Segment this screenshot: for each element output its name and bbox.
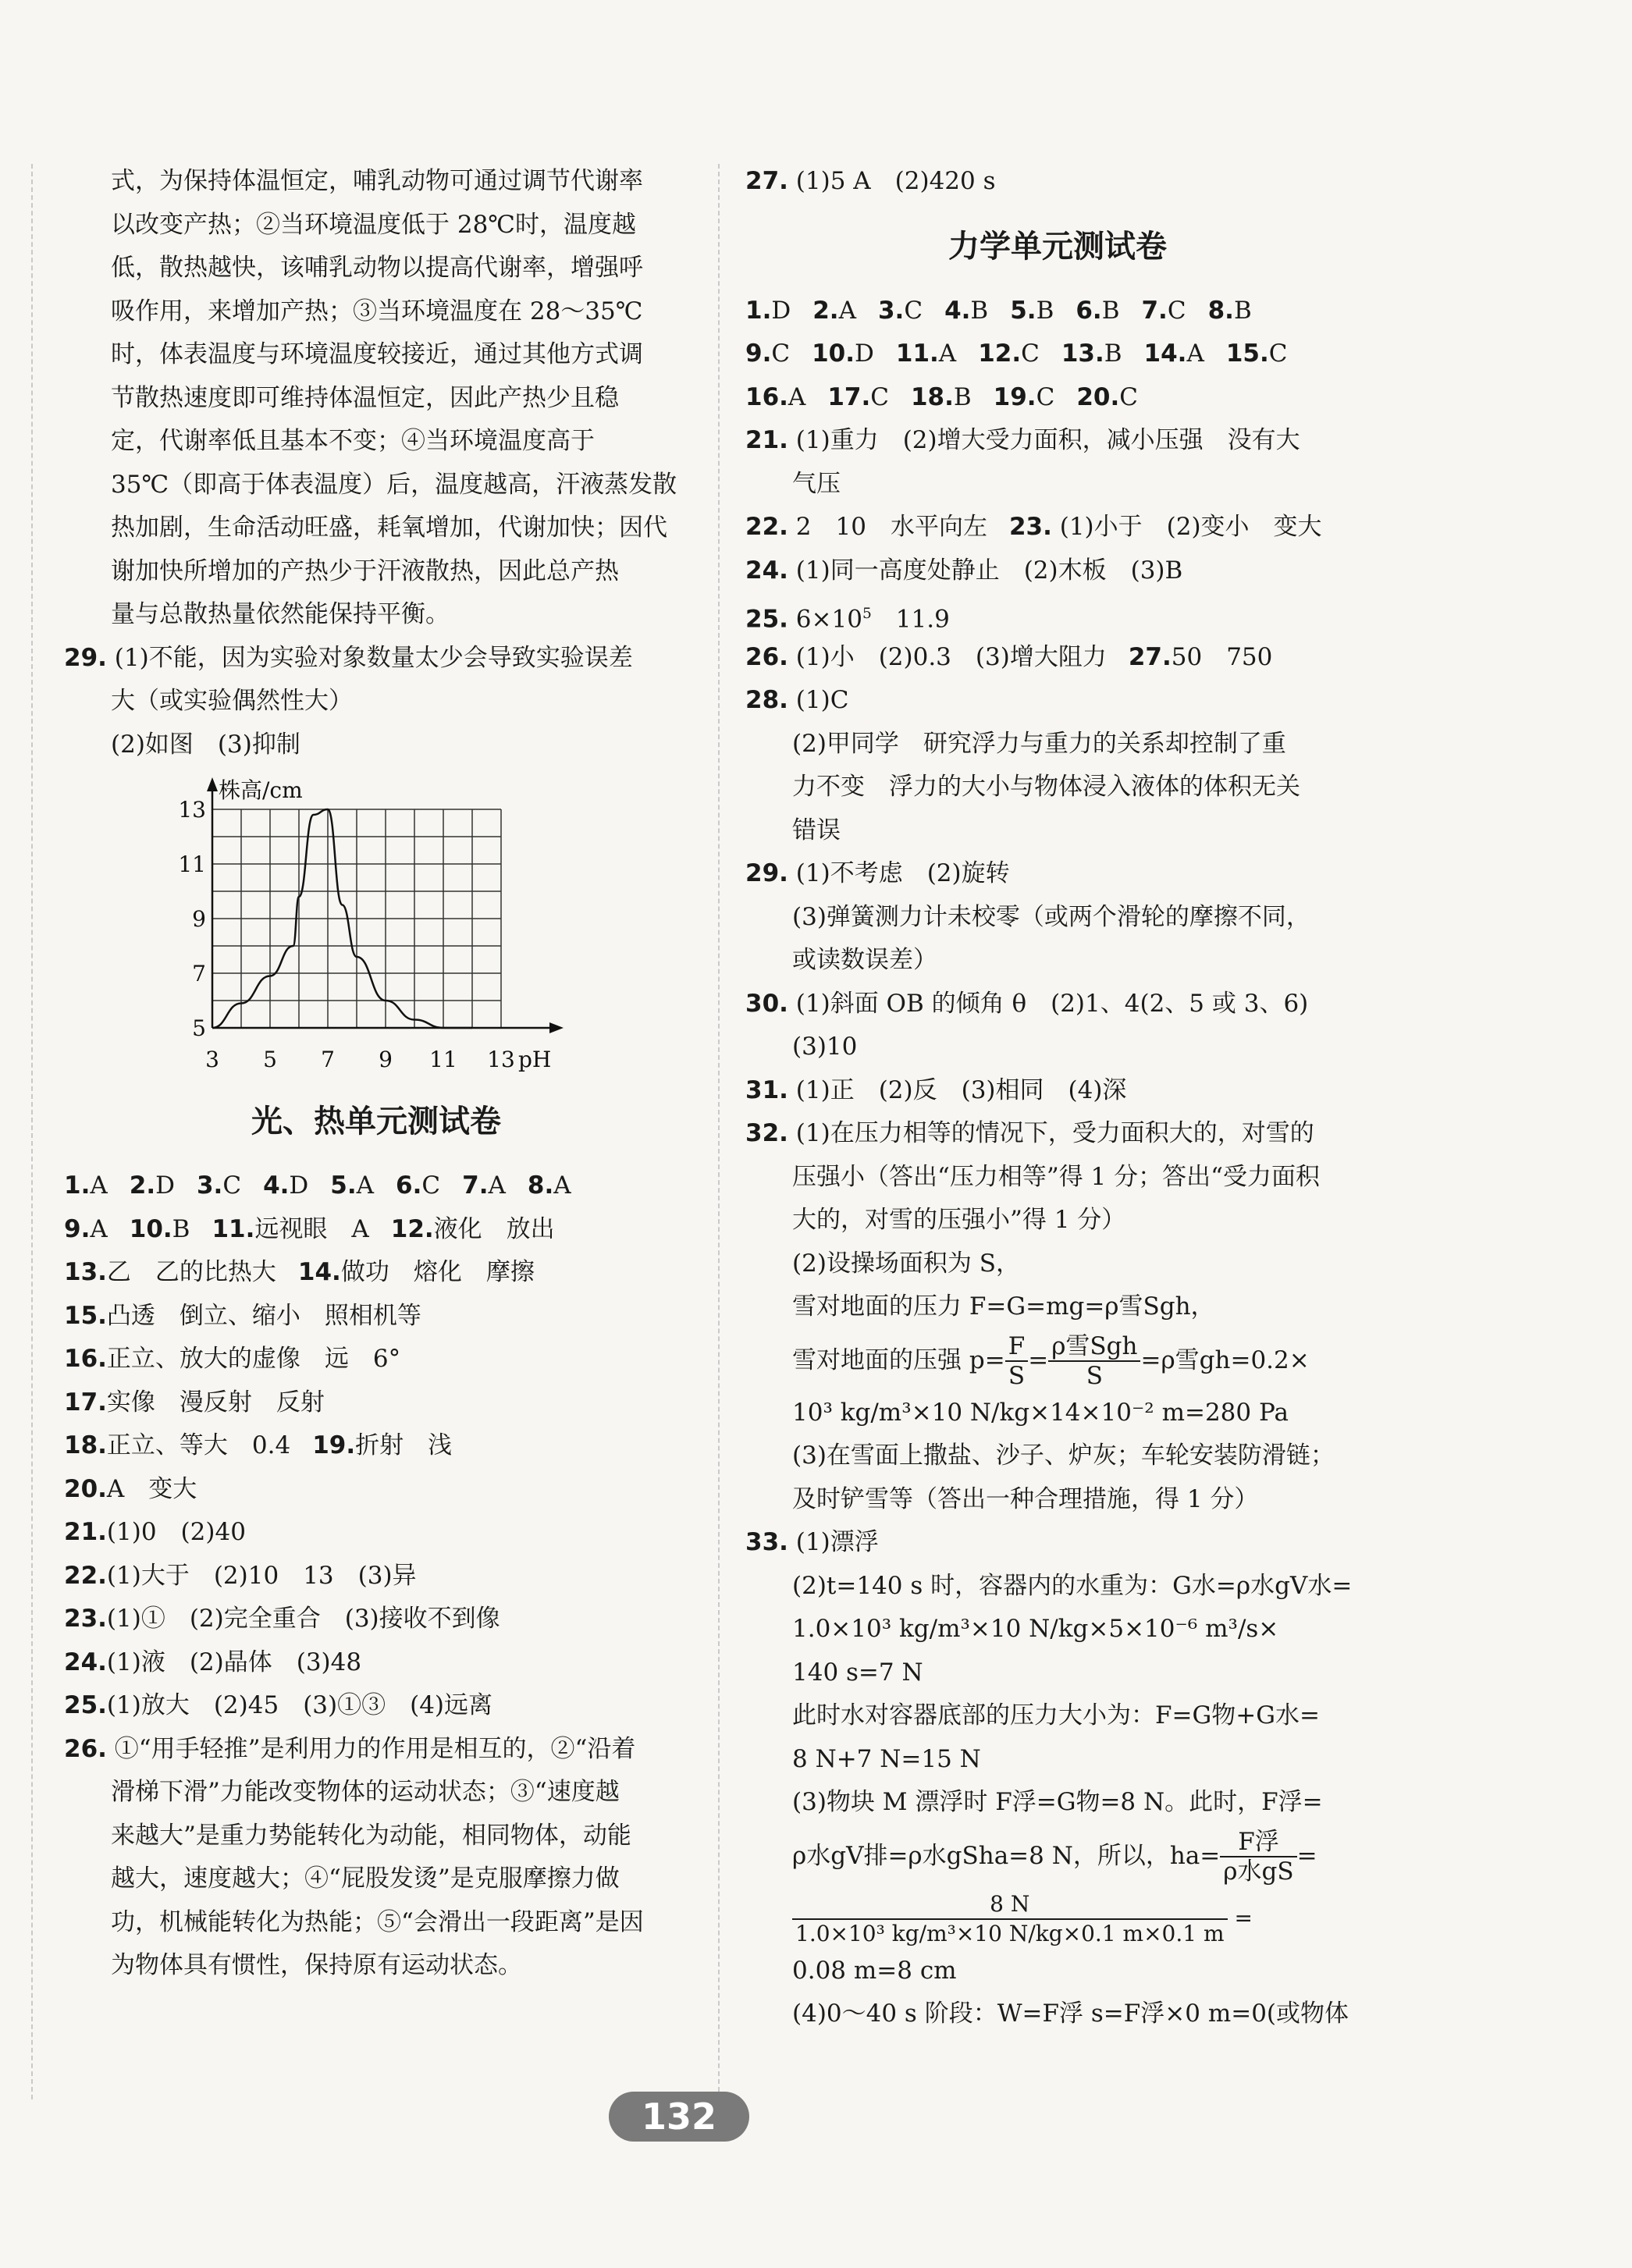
answer-text: (1)大于 (2)10 13 (3)异 — [106, 1561, 417, 1590]
text-line: 0.08 m=8 cm — [792, 1956, 957, 1985]
text-line: 谢加快所增加的产热少于汗液散热，因此总产热 — [111, 556, 619, 585]
right-column — [745, 160, 1370, 2036]
answer-row — [745, 290, 1370, 333]
text-line: (2)甲同学 研究浮力与重力的关系却控制了重 — [792, 729, 1286, 758]
question-29 — [745, 852, 1370, 896]
question-24 — [745, 549, 1370, 593]
question-29 — [64, 637, 688, 681]
answer-text: (1)同一高度处静止 (2)木板 (3)B — [795, 556, 1183, 585]
question-number: 19. — [993, 382, 1036, 411]
answer-text: (1)小 (2)0.3 (3)增大阻力 — [795, 642, 1107, 671]
answer-text: B — [1101, 296, 1120, 325]
formula-text: = — [1028, 1346, 1049, 1374]
question-number: 8. — [1207, 296, 1234, 325]
question-number: 7. — [1141, 296, 1168, 325]
answer-text: B — [953, 382, 972, 411]
answer-text: 正立、放大的虚像 远 6° — [106, 1345, 401, 1373]
question-number: 10. — [812, 339, 855, 368]
question-number: 18. — [910, 382, 954, 411]
fraction — [1005, 1332, 1029, 1390]
text-line: 及时铲雪等（答出一种合理措施，得 1 分） — [792, 1484, 1259, 1513]
answer-text: A 变大 — [106, 1474, 197, 1503]
y-tick-label: 5 — [192, 1015, 206, 1041]
answer-text: C — [1119, 382, 1138, 411]
text-line: 滑梯下滑”力能改变物体的运动状态；③“速度越 — [111, 1778, 620, 1806]
question-number: 5. — [330, 1171, 357, 1200]
numerator: F — [1005, 1332, 1029, 1362]
text-line: 雪对地面的压力 F=G=mg=ρ雪Sgh， — [792, 1292, 1215, 1321]
answer-row — [64, 1424, 688, 1468]
numerator: ρ雪Sgh — [1048, 1332, 1140, 1362]
text-line: (2)如图 (3)抑制 — [111, 730, 300, 759]
left-column — [64, 160, 688, 1988]
answer-text: B — [172, 1214, 190, 1243]
question-number: 26. — [745, 642, 788, 671]
question-number: 30. — [745, 989, 788, 1018]
numerator: F浮 — [1220, 1828, 1296, 1857]
answer-text: A — [488, 1171, 506, 1200]
answer-text: A — [356, 1171, 375, 1200]
text-line: 错误 — [792, 816, 841, 844]
answer-text: A — [90, 1214, 108, 1243]
formula-text: =ρ雪gh=0.2× — [1140, 1346, 1310, 1374]
question-number: 23. — [64, 1605, 107, 1633]
answer-row — [64, 1295, 688, 1338]
x-tick-label: 11 — [429, 1047, 457, 1072]
question-number: 6. — [1076, 296, 1102, 325]
answer-row — [64, 1468, 688, 1512]
question-number: 24. — [64, 1648, 107, 1676]
question-number: 12. — [390, 1214, 434, 1243]
formula-text: ρ水gV排=ρ水gSha=8 N，所以，ha= — [792, 1841, 1221, 1870]
answer-text: A — [1186, 339, 1204, 368]
pressure-formula-line — [745, 1329, 1370, 1392]
ph-height-chart — [64, 766, 688, 1079]
answer-text: C — [1036, 382, 1055, 411]
answer-text: B — [1036, 296, 1054, 325]
answer-text: (1)在压力相等的情况下，受力面积大的，对雪的 — [795, 1119, 1314, 1147]
answer-text: 实像 漫反射 反射 — [106, 1388, 325, 1417]
formula-text: = — [1296, 1841, 1317, 1870]
answer-text: 折射 浅 — [355, 1431, 453, 1459]
q28-continuation — [64, 160, 688, 637]
answer-text: (1)5 A (2)420 s — [795, 167, 996, 195]
text-line: (3)物块 M 漂浮时 F浮=G物=8 N。此时，F浮= — [792, 1788, 1323, 1816]
question-number: 10. — [129, 1214, 172, 1243]
text-line: 大的，对雪的压强小”得 1 分） — [792, 1206, 1126, 1234]
text-line: 140 s=7 N — [792, 1658, 923, 1687]
question-number: 25. — [64, 1691, 107, 1719]
answer-text: B — [1104, 339, 1122, 368]
question-26 — [64, 1728, 688, 1772]
question-number: 22. — [64, 1561, 107, 1590]
question-number: 6. — [396, 1171, 422, 1200]
question-number: 11. — [895, 339, 939, 368]
question-21 — [745, 419, 1370, 463]
answer-text: 2 10 水平向左 — [795, 513, 987, 541]
question-28 — [745, 679, 1370, 723]
text-line: 以改变产热；②当环境温度低于 28℃时，温度越 — [111, 210, 636, 239]
text-line: 式，为保持体温恒定，哺乳动物可通过调节代谢率 — [111, 167, 643, 195]
text-line: 热加剧，生命活动旺盛，耗氧增加，代谢加快；因代 — [111, 514, 667, 542]
question-number: 29. — [745, 859, 788, 887]
answer-row — [64, 1208, 688, 1252]
text-line: 力不变 浮力的大小与物体浸入液体的体积无关 — [792, 773, 1300, 801]
section-title-mechanics: 力学单元测试卷 — [948, 228, 1167, 265]
text-line: 吸作用，来增加产热；③当环境温度在 28～35℃ — [111, 297, 643, 325]
answer-text: (1)正 (2)反 (3)相同 (4)深 — [795, 1075, 1127, 1104]
answer-text: 50 750 — [1171, 642, 1273, 671]
answer-text: B — [1233, 296, 1252, 325]
answer-text: C — [1021, 339, 1040, 368]
answer-text: D — [855, 339, 874, 368]
x-tick-label: 3 — [205, 1047, 219, 1072]
answer-text: D — [289, 1171, 309, 1200]
question-number: 13. — [1061, 339, 1104, 368]
answer-text: C — [1167, 296, 1186, 325]
question-number: 20. — [1076, 382, 1120, 411]
question-number: 31. — [745, 1075, 788, 1104]
answer-text: (1)液 (2)晶体 (3)48 — [106, 1648, 362, 1676]
question-number: 14. — [1143, 339, 1187, 368]
question-number: 17. — [64, 1388, 107, 1417]
text-line: 定，代谢率低且基本不变；④当环境温度高于 — [111, 427, 595, 455]
text-line: 或读数误差） — [792, 946, 937, 974]
x-tick-label: 13 — [487, 1047, 515, 1072]
x-axis-arrow — [549, 1022, 564, 1033]
answer-row — [64, 1338, 688, 1381]
question-25 — [745, 592, 1370, 636]
chart-svg — [64, 766, 688, 1094]
question-number: 8. — [527, 1171, 554, 1200]
answer-text: 液化 放出 — [433, 1214, 555, 1243]
question-number: 27. — [745, 167, 788, 195]
answer-text: (1)放大 (2)45 (3)①③ (4)远离 — [106, 1691, 493, 1719]
answer-text: 做功 熔化 摩擦 — [340, 1258, 535, 1286]
question-number: 24. — [745, 556, 788, 585]
text-line: 越大，速度越大；④“屁股发烫”是克服摩擦力做 — [111, 1865, 620, 1893]
question-number: 33. — [745, 1528, 788, 1556]
denominator: ρ水gS — [1223, 1857, 1294, 1886]
text-line: (2)设操场面积为 S， — [792, 1249, 1021, 1278]
x-tick-label: 5 — [263, 1047, 277, 1072]
text-line: 10³ kg/m³×10 N/kg×14×10⁻² m=280 Pa — [792, 1398, 1289, 1427]
question-32 — [745, 1112, 1370, 1156]
question-number: 23. — [1008, 513, 1052, 541]
question-number: 3. — [196, 1171, 223, 1200]
y-tick-label: 11 — [178, 851, 206, 877]
section-title-optics-heat: 光、热单元测试卷 — [251, 1104, 501, 1139]
y-tick-label: 13 — [178, 797, 206, 823]
fraction — [1048, 1332, 1140, 1390]
text-line: 来越大”是重力势能转化为动能，相同物体，动能 — [111, 1821, 631, 1850]
answer-text: D — [155, 1171, 175, 1200]
text-line: 功，机械能转化为热能；⑤“会滑出一段距离”是因 — [111, 1907, 644, 1936]
question-number: 11. — [212, 1214, 255, 1243]
answer-text: (1)0 (2)40 — [106, 1518, 246, 1546]
text-line: (4)0～40 s 阶段：W=F浮 s=F浮×0 m=0(或物体 — [792, 2000, 1349, 2028]
question-number: 1. — [64, 1171, 91, 1200]
question-number: 7. — [462, 1171, 489, 1200]
answer-row — [64, 1251, 688, 1295]
answer-text: (1)小于 (2)变小 变大 — [1059, 513, 1322, 541]
question-number: 2. — [812, 296, 839, 325]
question-27 — [745, 160, 1370, 204]
text-line: 压强小（答出“压力相等”得 1 分；答出“受力面积 — [792, 1162, 1320, 1191]
question-number: 22. — [745, 513, 788, 541]
question-number: 1. — [745, 296, 772, 325]
answer-row — [64, 1555, 688, 1598]
question-number: 19. — [312, 1431, 356, 1459]
question-number: 15. — [1225, 339, 1269, 368]
answer-row — [64, 1684, 688, 1728]
fraction-line — [745, 1887, 1370, 1950]
question-number: 20. — [64, 1474, 107, 1503]
answer-text: B — [970, 296, 989, 325]
answer-row — [64, 1511, 688, 1555]
answer-row — [64, 1641, 688, 1685]
question-31 — [745, 1069, 1370, 1113]
answer-text: (1)漂浮 — [795, 1528, 879, 1556]
text-line: (3)在雪面上撒盐、沙子、炉灰；车轮安装防滑链； — [792, 1441, 1335, 1470]
numerator: 8 N — [792, 1890, 1228, 1920]
denominator: S — [1086, 1362, 1103, 1390]
question-number: 12. — [978, 339, 1022, 368]
text-line: (3)10 — [792, 1033, 858, 1061]
fraction — [792, 1890, 1228, 1948]
question-number: 21. — [64, 1518, 107, 1546]
question-number: 17. — [827, 382, 871, 411]
y-axis-label: 株高/cm — [219, 777, 303, 803]
answer-row — [64, 1381, 688, 1425]
text-line: (3)弹簧测力计未校零（或两个滑轮的摩擦不同， — [792, 902, 1310, 931]
fraction — [1220, 1828, 1296, 1886]
question-number: 9. — [745, 339, 772, 368]
answer-text: C — [222, 1171, 242, 1200]
right-answer-list — [745, 290, 1370, 420]
answer-text: (1)不能，因为实验对象数量太少会导致实验误差 — [114, 643, 633, 672]
question-number: 9. — [64, 1214, 91, 1243]
page-number: 132 — [609, 2092, 749, 2142]
answer-row — [64, 1164, 688, 1208]
question-33 — [745, 1521, 1370, 1565]
text-line: 8 N+7 N=15 N — [792, 1744, 981, 1773]
answer-text: A — [90, 1171, 108, 1200]
text-line: 1.0×10³ kg/m³×10 N/kg×5×10⁻⁶ m³/s× — [792, 1615, 1279, 1643]
answer-text: A — [838, 296, 856, 325]
answer-text: (1)① (2)完全重合 (3)接收不到像 — [106, 1605, 500, 1633]
question-number: 2. — [129, 1171, 156, 1200]
text-line: 气压 — [792, 469, 841, 498]
answer-text: ①“用手轻推”是利用力的作用是相互的，②“沿着 — [114, 1734, 636, 1763]
question-number: 3. — [877, 296, 905, 325]
answer-text: D — [771, 296, 791, 325]
text-line: 为物体具有惯性，保持原有运动状态。 — [111, 1951, 522, 1979]
question-number: 21. — [745, 426, 788, 454]
question-30 — [745, 983, 1370, 1026]
text-line: 35℃（即高于体表温度）后，温度越高，汗液蒸发散 — [111, 470, 677, 499]
y-tick-label: 7 — [192, 961, 206, 986]
question-number: 29. — [64, 643, 107, 672]
text-line: 大（或实验偶然性大） — [111, 687, 353, 715]
question-number: 32. — [745, 1119, 788, 1147]
x-tick-label: 7 — [321, 1047, 335, 1072]
answer-text: C — [771, 339, 791, 368]
answer-text: C — [870, 382, 889, 411]
column-divider-left — [31, 164, 33, 2099]
answer-text: A — [553, 1171, 571, 1200]
question-number: 25. — [745, 605, 788, 634]
question-number: 27. — [1128, 642, 1172, 671]
question-number: 15. — [64, 1301, 107, 1330]
left-answer-list — [64, 1164, 688, 1728]
question-number: 16. — [64, 1345, 107, 1373]
answer-text: 正立、等大 0.4 — [106, 1431, 291, 1459]
answer-text: 远视眼 A — [254, 1214, 369, 1243]
x-axis-label: pH — [518, 1047, 552, 1072]
denominator: 1.0×10³ kg/m³×10 N/kg×0.1 m×0.1 m — [795, 1921, 1225, 1946]
question-26-27 — [745, 636, 1370, 680]
answer-text: (1)C — [795, 686, 849, 714]
answer-text: 凸透 倒立、缩小 照相机等 — [106, 1301, 421, 1330]
y-tick-label: 9 — [192, 906, 206, 932]
exponent: 5 — [862, 606, 872, 622]
y-axis-arrow — [207, 777, 218, 791]
formula-text: = — [1234, 1904, 1253, 1931]
question-number: 13. — [64, 1258, 107, 1286]
text-line: 此时水对容器底部的压力大小为：F=G物+G水= — [792, 1701, 1320, 1729]
answer-text: (1)不考虑 (2)旋转 — [795, 859, 1010, 887]
answer-text: A — [938, 339, 957, 368]
answer-text: 11.9 — [871, 605, 950, 634]
column-divider-center — [718, 164, 720, 2099]
question-number: 5. — [1010, 296, 1036, 325]
answer-row — [64, 1598, 688, 1641]
answer-text: C — [904, 296, 923, 325]
answer-text: 6×10 — [795, 605, 862, 634]
text-line: 时，体表温度与环境温度较接近，通过其他方式调 — [111, 340, 643, 368]
answer-text: A — [788, 382, 806, 411]
text-line: 低，散热越快，该哺乳动物以提高代谢率，增强呼 — [111, 254, 643, 282]
answer-text: 乙 乙的比热大 — [106, 1258, 276, 1286]
text-line: 量与总散热量依然能保持平衡。 — [111, 600, 450, 628]
question-number: 14. — [297, 1258, 341, 1286]
question-number: 28. — [745, 686, 788, 714]
text-line: (2)t=140 s 时，容器内的水重为：G水=ρ水gV水= — [792, 1571, 1353, 1600]
question-number: 4. — [263, 1171, 290, 1200]
question-number: 18. — [64, 1431, 107, 1459]
denominator: S — [1008, 1362, 1026, 1390]
text-line: 节散热速度即可维持体温恒定，因此产热少且稳 — [111, 383, 619, 412]
answer-row — [745, 376, 1370, 420]
answer-row — [745, 332, 1370, 376]
formula-text: 雪对地面的压强 p= — [792, 1346, 1005, 1374]
question-22-23 — [745, 506, 1370, 549]
question-number: 4. — [944, 296, 971, 325]
answer-text: C — [1268, 339, 1288, 368]
answer-text: (1)斜面 OB 的倾角 θ (2)1、4(2、5 或 3、6) — [795, 989, 1309, 1018]
answer-text: C — [421, 1171, 441, 1200]
buoyancy-formula-line — [745, 1825, 1370, 1887]
question-number: 26. — [64, 1734, 107, 1763]
x-tick-label: 9 — [379, 1047, 393, 1072]
question-number: 16. — [745, 382, 788, 411]
answer-text: (1)重力 (2)增大受力面积，减小压强 没有大 — [795, 426, 1300, 454]
